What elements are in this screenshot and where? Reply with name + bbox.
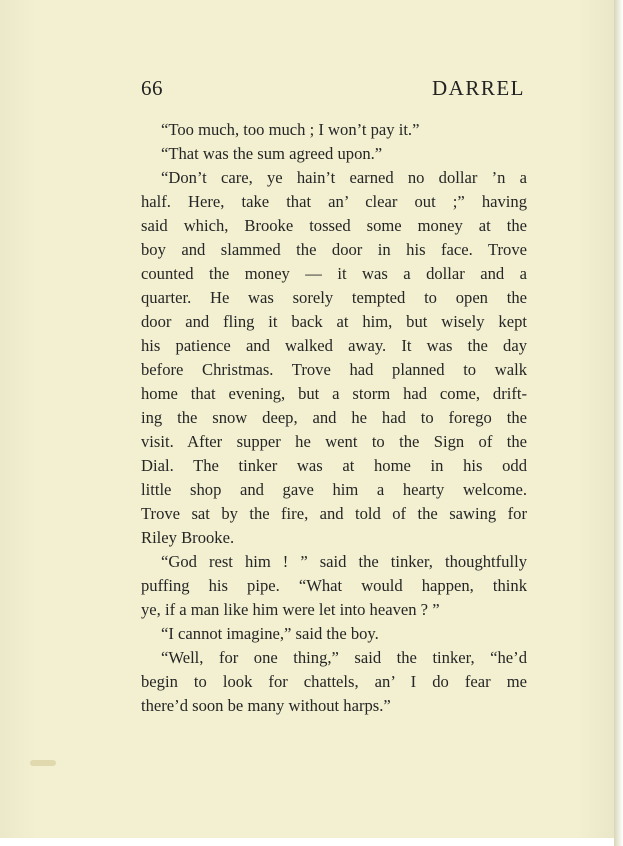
text-line: visit. After supper he went to the Sign of the: [141, 432, 527, 451]
text-line: Riley Brooke.: [141, 528, 235, 547]
page-edge: [614, 0, 623, 846]
text-line: home that evening, but a storm had come, drift-: [141, 384, 527, 403]
page-number: 66: [141, 76, 163, 100]
text-line: door and fling it back at him, but wisely kept: [141, 312, 527, 331]
text-line: Trove sat by the fire, and told of the sawing for: [141, 504, 527, 523]
text-line: “That was the sum agreed upon.”: [161, 144, 383, 163]
paper-smudge: [30, 760, 56, 766]
text-line: counted the money — it was a dollar and a: [141, 264, 527, 283]
text-line: there’d soon be many without harps.”: [141, 696, 391, 715]
page-header: [141, 76, 525, 100]
text-line: “Well, for one thing,” said the tinker, “he’d: [161, 648, 527, 667]
text-line: boy and slammed the door in his face. Trove: [141, 240, 527, 259]
text-line: half. Here, take that an’ clear out ;” having: [141, 192, 527, 211]
running-head: DARREL: [432, 76, 525, 100]
text-line: “I cannot imagine,” said the boy.: [161, 624, 379, 643]
text-line: little shop and gave him a hearty welcome.: [141, 480, 527, 499]
text-line: his patience and walked away. It was the day: [141, 336, 527, 355]
text-line: begin to look for chattels, an’ I do fear me: [141, 672, 527, 691]
text-line: “Too much, too much ; I won’t pay it.”: [161, 120, 420, 139]
text-line: said which, Brooke tossed some money at the: [141, 216, 527, 235]
text-line: “Don’t care, ye hain’t earned no dollar ’n a: [161, 168, 527, 187]
text-line: quarter. He was sorely tempted to open the: [141, 288, 527, 307]
text-line: ing the snow deep, and he had to forego the: [141, 408, 527, 427]
text-line: before Christmas. Trove had planned to walk: [141, 360, 527, 379]
text-line: Dial. The tinker was at home in his odd: [141, 456, 527, 475]
text-line: ye, if a man like him were let into heaven ? ”: [141, 600, 440, 619]
text-line: puffing his pipe. “What would happen, think: [141, 576, 527, 595]
text-line: “God rest him ! ” said the tinker, thoughtfully: [161, 552, 527, 571]
body-text: [141, 118, 527, 718]
